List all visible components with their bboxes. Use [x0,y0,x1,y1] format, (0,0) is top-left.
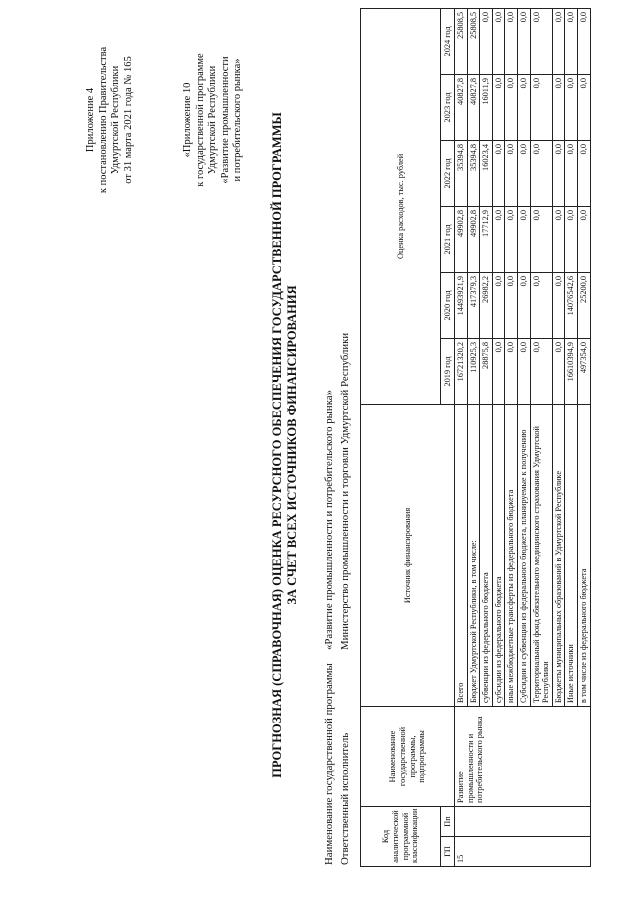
value-cell: 26982,2 [480,272,493,338]
value-cell: 0,0 [492,338,505,404]
year-header: 2021 год [441,206,455,272]
value-cell: 0,0 [530,272,552,338]
gp-header: ГП [441,837,455,867]
value-cell: 0,0 [565,74,578,140]
program-name-header: Наименование государственной программы, подпрограммы [361,706,455,806]
value-cell: 0,0 [552,8,565,74]
document-title [270,15,300,875]
appendix-main-line: Приложение 4 [85,87,96,153]
value-cell: 35394,8 [455,140,468,206]
appendix-main-line: Удмуртской Республики [110,65,121,175]
value-cell: 16011,9 [480,74,493,140]
appendix-program-note [182,15,245,225]
executor-value: Министерство промышленности и торговли Удмуртской Республики [339,332,351,650]
program-name-value: «Развитие промышленности и потребительского рынка» [323,390,335,650]
value-cell: 0,0 [517,206,530,272]
value-cell: 0,0 [505,206,518,272]
appendix-main-line: от 31 марта 2021 года № 165 [122,56,134,184]
value-cell: 417379,3 [467,272,480,338]
value-cell: 0,0 [505,338,518,404]
value-cell: 0,0 [492,140,505,206]
value-cell: 17712,9 [480,206,493,272]
table-row [455,8,468,866]
value-cell: 0,0 [505,8,518,74]
value-cell: 28875,8 [480,338,493,404]
financing-table [360,8,591,867]
source-cell: Субсидии и субвенции из федерального бюджета, планируемые к получению [517,404,530,706]
value-cell: 25808,5 [455,8,468,74]
value-cell: 14076542,6 [565,272,578,338]
value-cell: 40827,8 [467,74,480,140]
title-line-2: ЗА СЧЕТ ВСЕХ ИСТОЧНИКОВ ФИНАНСИРОВАНИЯ [285,285,299,605]
value-cell: 0,0 [530,140,552,206]
value-cell: 25200,0 [577,272,590,338]
value-cell: 0,0 [530,8,552,74]
value-cell: 0,0 [530,338,552,404]
value-cell: 14493921,9 [455,272,468,338]
appendix-program-line: «Приложение 10 [182,82,193,158]
value-cell: 0,0 [492,74,505,140]
value-cell: 0,0 [517,338,530,404]
value-cell: 0,0 [517,8,530,74]
source-cell: Бюджеты муниципальных образований в Удмуртской Республике [552,404,565,706]
value-cell: 0,0 [552,140,565,206]
value-cell: 0,0 [565,140,578,206]
value-cell: 49902,8 [467,206,480,272]
source-cell: в том числе из федерального бюджета [577,404,590,706]
value-cell: 0,0 [552,338,565,404]
source-cell: субсидии из федерального бюджета [492,404,505,706]
source-header: Источник финансирования [361,404,455,706]
value-cell: 49902,8 [455,206,468,272]
pp-code-cell [455,806,591,836]
program-name-cell: Развитие промышленности и потребительского рынка [455,706,591,806]
value-cell: 0,0 [517,74,530,140]
year-header: 2023 год [441,74,455,140]
value-cell: 0,0 [517,140,530,206]
value-cell: 0,0 [505,272,518,338]
value-cell: 0,0 [505,140,518,206]
value-cell: 0,0 [530,74,552,140]
value-cell: 40827,8 [455,74,468,140]
pp-header: Пп [441,806,455,836]
appendix-program-line: к государственной программе [194,53,206,187]
estimate-header: Оценка расходов, тыс. рублей [361,8,441,404]
value-cell: 497354,0 [577,338,590,404]
appendix-program-line: и потребительского рынка» [232,58,243,182]
source-cell: Бюджет Удмуртской Республики, в том числе: [467,404,480,706]
year-header: 2019 год [441,338,455,404]
value-cell: 16721320,2 [455,338,468,404]
appendix-main-note [85,15,135,225]
value-cell: 110925,3 [467,338,480,404]
value-cell: 25808,5 [467,8,480,74]
value-cell: 0,0 [492,272,505,338]
appendix-program-line: «Развитие промышленности [219,56,231,184]
program-name-row [323,390,336,865]
value-cell: 0,0 [552,206,565,272]
value-cell: 0,0 [552,272,565,338]
appendix-program-line: Удмуртской Республики [207,65,218,175]
value-cell: 0,0 [577,8,590,74]
year-header: 2022 год [441,140,455,206]
value-cell: 0,0 [552,74,565,140]
value-cell: 0,0 [577,206,590,272]
value-cell: 0,0 [480,8,493,74]
value-cell: 0,0 [517,272,530,338]
value-cell: 0,0 [577,140,590,206]
value-cell: 0,0 [505,74,518,140]
source-cell: иные межбюджетные трансферты из федерального бюджета [505,404,518,706]
year-header: 2024 год [441,8,455,74]
value-cell: 0,0 [492,206,505,272]
value-cell: 16610394,9 [565,338,578,404]
value-cell: 35394,8 [467,140,480,206]
title-line-1: ПРОГНОЗНАЯ (СПРАВОЧНАЯ) ОЦЕНКА РЕСУРСНОГО ОБЕСПЕЧЕНИЯ ГОСУДАРСТВЕННОЙ ПРОГРАММЫ [270,112,284,778]
value-cell: 0,0 [492,8,505,74]
source-cell: Иные источники [565,404,578,706]
code-header: Код аналитической программной классификации [361,806,441,866]
value-cell: 0,0 [530,206,552,272]
program-name-label: Наименование государственной программы [323,663,335,865]
source-cell: Территориальный фонд обязательного медицинского страхования Удмуртской Республики [530,404,552,706]
appendix-main-line: к постановлению Правительства [97,46,109,194]
executor-label: Ответственный исполнитель [339,732,351,865]
value-cell: 0,0 [565,206,578,272]
source-cell: Всего [455,404,468,706]
executor-row [339,333,352,865]
source-cell: субвенции из федерального бюджета [480,404,493,706]
year-header: 2020 год [441,272,455,338]
value-cell: 0,0 [577,74,590,140]
value-cell: 16023,4 [480,140,493,206]
value-cell: 0,0 [565,8,578,74]
gp-code-cell: 15 [455,837,591,867]
